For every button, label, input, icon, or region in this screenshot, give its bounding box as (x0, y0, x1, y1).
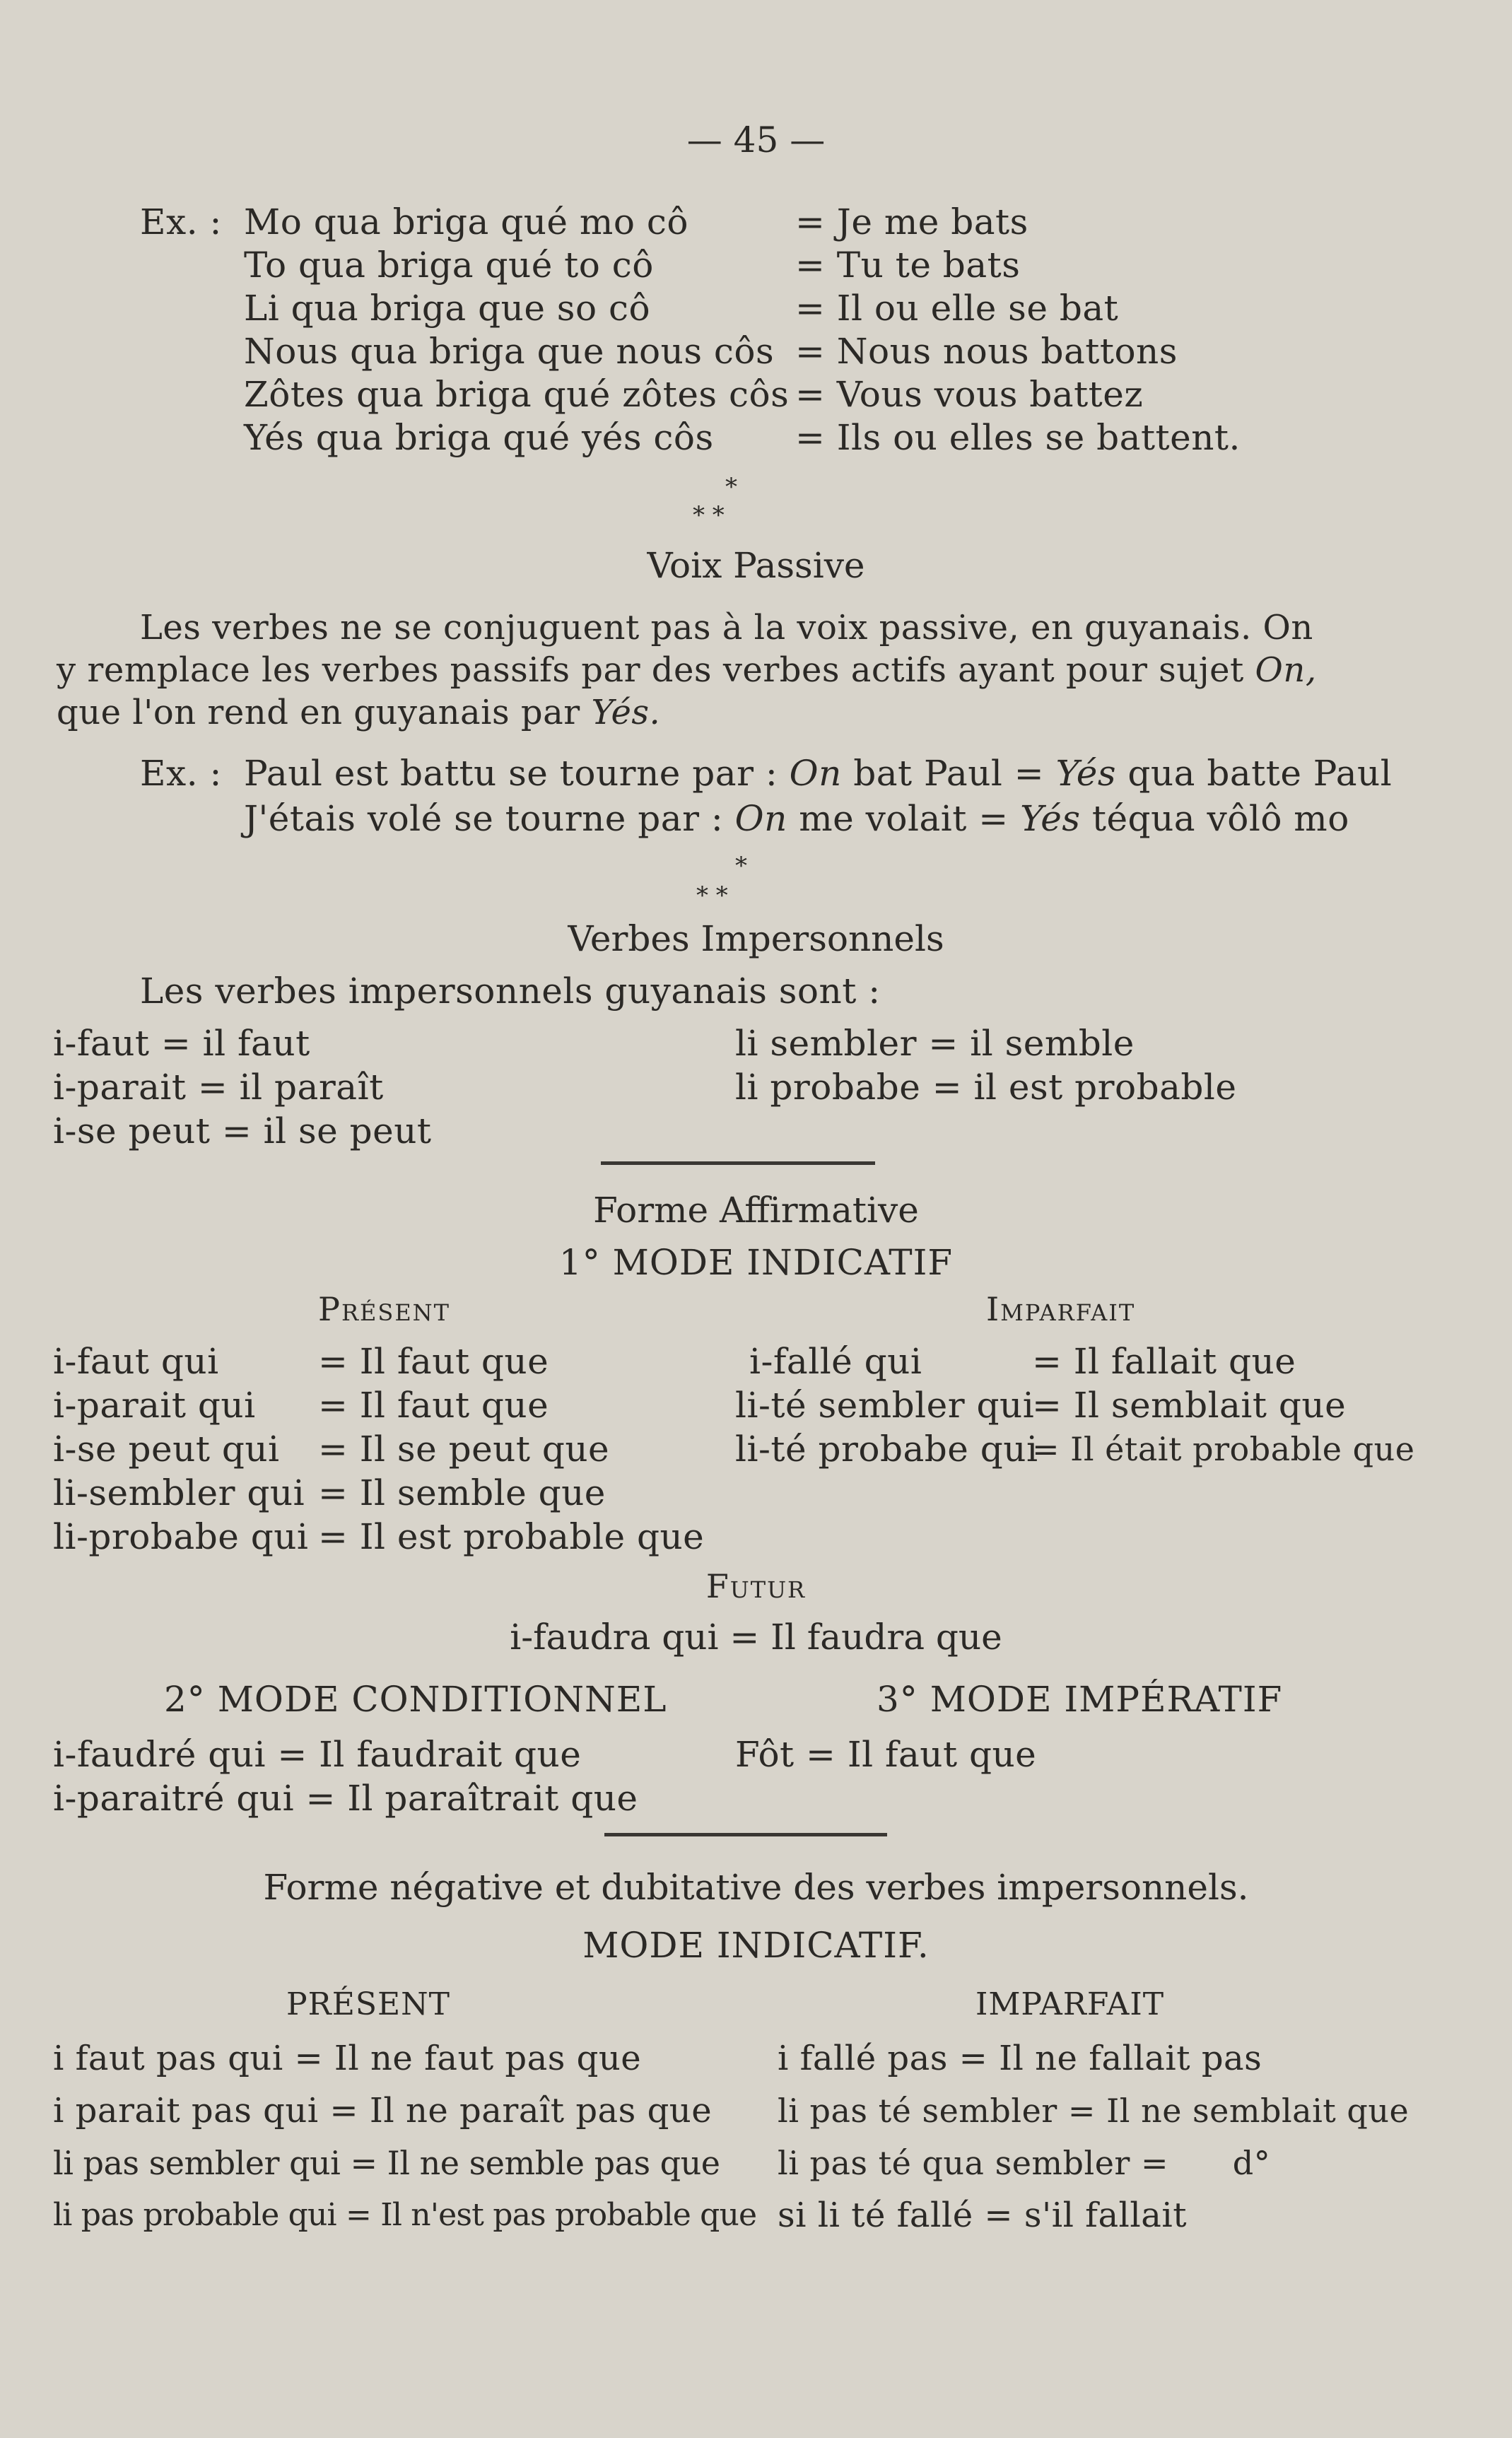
verb-line: Fôt = Il faut que (735, 1734, 1037, 1775)
verb-line: i fallé pas = Il ne fallait pas (778, 2039, 1262, 2078)
creole-line: Nous qua briga que nous côs (244, 331, 775, 372)
tense-heading: Présent (318, 1290, 451, 1328)
section-title: Verbes Impersonnels (568, 918, 944, 959)
verb-line: li pas té qua sembler = d° (778, 2144, 1271, 2182)
french-line: = Ils ou elles se battent. (795, 417, 1241, 458)
section-title: Voix Passive (647, 545, 865, 586)
french-line: = Il se peut que (318, 1429, 610, 1470)
example-line: J'étais volé se tourne par : On me volait = Yés téqua vôlô mo (244, 798, 1349, 839)
divider (604, 1833, 887, 1836)
tense-heading: PRÉSENT (286, 1986, 450, 2022)
asterism-top: * (725, 473, 737, 501)
verb-line: i faut pas qui = Il ne faut pas que (53, 2039, 642, 2078)
verb-line: i-se peut = il se peut (53, 1110, 432, 1151)
french-line: = Il semblait que (1032, 1385, 1347, 1426)
french-line: = Il était probable que (1032, 1430, 1415, 1468)
tense-heading: Futur (705, 1567, 807, 1605)
creole-line: li-té probabe qui (735, 1429, 1038, 1470)
french-line: = Il faut que (318, 1341, 549, 1382)
french-line: = Il semble que (318, 1472, 606, 1513)
french-line: = Tu te bats (795, 245, 1021, 286)
example-label: Ex. : (140, 201, 222, 242)
verb-line: li sembler = il semble (735, 1023, 1135, 1064)
creole-line: li-sembler qui (53, 1472, 305, 1513)
verb-line: li probabe = il est probable (735, 1067, 1237, 1108)
verb-line: li pas probable qui = Il n'est pas probable que (53, 2197, 757, 2233)
creole-line: li-probabe qui (53, 1516, 309, 1557)
tense-heading: IMPARFAIT (975, 1986, 1165, 2022)
page-number: — 45 — (686, 119, 826, 160)
paragraph-line: y remplace les verbes passifs par des verbes actifs ayant pour sujet On, (57, 650, 1317, 690)
example-label: Ex. : (140, 753, 222, 794)
creole-line: i-parait qui (53, 1385, 256, 1426)
creole-line: Zôtes qua briga qué zôtes côs (244, 374, 790, 415)
paragraph-line: que l'on rend en guyanais par Yés. (57, 693, 661, 732)
creole-line: Mo qua briga qué mo cô (244, 201, 688, 242)
mode-heading: 3° MODE IMPÉRATIF (877, 1679, 1283, 1720)
verb-line: i-faudré qui = Il faudrait que (53, 1734, 582, 1775)
french-line: = Nous nous battons (795, 331, 1178, 372)
creole-line: i-faut qui (53, 1341, 219, 1382)
creole-line: i-fallé qui (749, 1341, 922, 1382)
creole-line: li-té sembler qui (735, 1385, 1035, 1426)
verb-line: i parait pas qui = Il ne paraît pas que (53, 2091, 713, 2131)
verb-line: si li té fallé = s'il fallait (778, 2196, 1188, 2235)
divider (601, 1161, 875, 1165)
asterism-top: * (735, 852, 747, 880)
french-line: = Vous vous battez (795, 374, 1144, 415)
creole-line: To qua briga qué to cô (244, 245, 654, 286)
asterism-bottom: * * (696, 881, 728, 910)
verb-line: li pas sembler qui = Il ne semble pas que (53, 2144, 720, 2182)
verb-line: i-faut = il faut (53, 1023, 310, 1064)
verb-line: li pas té sembler = Il ne semblait que (778, 2092, 1410, 2130)
creole-line: Yés qua briga qué yés côs (244, 417, 714, 458)
verb-line: i-paraitré qui = Il paraîtrait que (53, 1778, 638, 1819)
creole-line: i-se peut qui (53, 1429, 280, 1470)
tense-heading: Imparfait (986, 1290, 1136, 1328)
section-title: Forme négative et dubitative des verbes impersonnels. (263, 1867, 1249, 1908)
section-title: Forme Affirmative (593, 1190, 919, 1231)
french-line: = Il faut que (318, 1385, 549, 1426)
paragraph-line: Les verbes ne se conjuguent pas à la voix passive, en guyanais. On (140, 608, 1313, 647)
french-line: = Je me bats (795, 201, 1028, 242)
mode-heading: MODE INDICATIF. (582, 1925, 930, 1966)
french-line: = Il ou elle se bat (795, 288, 1119, 329)
intro-line: Les verbes impersonnels guyanais sont : (140, 971, 881, 1012)
verb-line: i-parait = il paraît (53, 1067, 384, 1108)
mode-heading: 1° MODE INDICATIF (558, 1242, 954, 1283)
example-line: Paul est battu se tourne par : On bat Paul = Yés qua batte Paul (244, 753, 1393, 794)
french-line: = Il fallait que (1032, 1341, 1296, 1382)
futur-line: i-faudra qui = Il faudra que (510, 1617, 1002, 1658)
asterism-bottom: * * (693, 501, 725, 529)
creole-line: Li qua briga que so cô (244, 288, 651, 329)
mode-heading: 2° MODE CONDITIONNEL (164, 1679, 667, 1720)
french-line: = Il est probable que (318, 1516, 705, 1557)
